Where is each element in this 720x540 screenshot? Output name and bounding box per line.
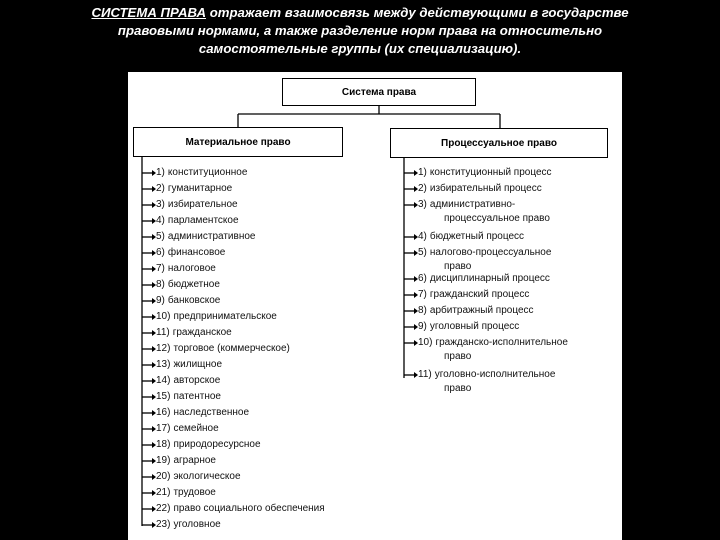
material-law-item [156, 263, 216, 275]
item-number: 8) [418, 305, 427, 316]
material-law-item [156, 503, 325, 515]
procedural-law-item [418, 231, 524, 243]
item-number: 4) [418, 231, 427, 242]
procedural-law-item [418, 273, 550, 285]
item-label: административно- [429, 199, 516, 210]
item-number: 11) [156, 327, 170, 338]
title-line3: самостоятельные группы (их специализацию). [198, 41, 522, 56]
item-number: 5) [156, 231, 165, 242]
item-label: арбитражный процесс [429, 305, 534, 316]
root-box [282, 78, 476, 106]
item-label: экологическое [173, 471, 241, 482]
item-label: уголовный процесс [429, 321, 520, 332]
material-law-item [156, 359, 222, 371]
item-number: 3) [418, 199, 427, 210]
item-label: избирательное [167, 199, 238, 210]
item-number: 14) [156, 375, 171, 386]
item-label: трудовое [173, 487, 216, 498]
item-label: семейное [173, 423, 219, 434]
item-number: 6) [418, 273, 427, 284]
material-law-item [156, 455, 216, 467]
item-label: гражданское [172, 327, 232, 338]
item-label: налогово-процессуальное [429, 247, 552, 258]
item-label: избирательный процесс [429, 183, 542, 194]
item-label: уголовное [173, 519, 221, 530]
material-law-box [133, 127, 343, 157]
procedural-law-item [418, 305, 534, 317]
item-number: 9) [418, 321, 427, 332]
item-label: природоресурсное [173, 439, 261, 450]
item-label: гуманитарное [167, 183, 233, 194]
material-law-item [156, 407, 249, 419]
item-number: 13) [156, 359, 171, 370]
item-number: 9) [156, 295, 165, 306]
title-line1: отражает взаимосвязь между действующими в государстве [206, 5, 629, 20]
material-law-item [156, 295, 220, 307]
procedural-law-box [390, 128, 608, 158]
item-number: 10) [156, 311, 171, 322]
procedural-law-item [418, 247, 551, 259]
item-number: 12) [156, 343, 171, 354]
item-label: административное [167, 231, 256, 242]
item-label: банковское [167, 295, 221, 306]
material-law-label: Материальное право [185, 136, 291, 148]
procedural-law-item [418, 337, 568, 349]
material-law-item [156, 311, 277, 323]
item-number: 7) [418, 289, 427, 300]
item-number: 20) [156, 471, 171, 482]
item-label: налоговое [167, 263, 216, 274]
material-law-item [156, 183, 232, 195]
root-label: Система права [341, 86, 417, 98]
item-label: наследственное [173, 407, 250, 418]
item-number: 5) [418, 247, 427, 258]
item-number: 16) [156, 407, 171, 418]
procedural-law-item [418, 199, 515, 211]
item-label: парламентское [167, 215, 239, 226]
item-number: 21) [156, 487, 171, 498]
item-number: 10) [418, 337, 433, 348]
law-system-diagram [128, 72, 622, 540]
item-number: 23) [156, 519, 171, 530]
material-law-item [156, 327, 232, 339]
item-number: 11) [418, 369, 432, 380]
material-law-item [156, 343, 290, 355]
material-law-item [156, 423, 219, 435]
material-law-item [156, 391, 221, 403]
title-line2: правовыми нормами, а также разделение норм права на относительно [117, 23, 603, 38]
item-number: 2) [156, 183, 165, 194]
material-law-item [156, 439, 261, 451]
item-label: дисциплинарный процесс [429, 273, 550, 284]
procedural-law-item-continuation: процессуальное право [444, 213, 550, 224]
item-number: 6) [156, 247, 165, 258]
item-number: 18) [156, 439, 171, 450]
procedural-law-item-continuation: право [444, 383, 472, 394]
material-law-item [156, 231, 255, 243]
procedural-law-item-continuation: право [444, 261, 472, 272]
item-number: 15) [156, 391, 171, 402]
procedural-law-item [418, 369, 555, 381]
material-law-item [156, 487, 216, 499]
item-label: жилищное [173, 359, 223, 370]
item-label: гражданско-исполнительное [435, 337, 568, 348]
item-number: 3) [156, 199, 165, 210]
item-label: патентное [173, 391, 221, 402]
material-law-item [156, 279, 220, 291]
material-law-item [156, 471, 241, 483]
item-label: финансовое [167, 247, 226, 258]
item-number: 1) [156, 167, 165, 178]
procedural-law-label: Процессуальное право [441, 137, 557, 149]
item-label: бюджетное [167, 279, 220, 290]
slide-title [0, 4, 720, 58]
material-law-item [156, 199, 238, 211]
procedural-law-item [418, 321, 519, 333]
item-number: 19) [156, 455, 171, 466]
item-label: аграрное [173, 455, 216, 466]
item-label: гражданский процесс [429, 289, 530, 300]
item-label: бюджетный процесс [429, 231, 525, 242]
procedural-law-item [418, 183, 542, 195]
item-number: 1) [418, 167, 427, 178]
material-law-item [156, 375, 220, 387]
material-law-item [156, 167, 247, 179]
item-label: уголовно-исполнительное [434, 369, 556, 380]
procedural-law-item [418, 167, 552, 179]
item-number: 7) [156, 263, 165, 274]
procedural-law-item [418, 289, 529, 301]
material-law-item [156, 247, 225, 259]
material-law-item [156, 519, 221, 531]
procedural-law-item-continuation: право [444, 351, 472, 362]
item-number: 22) [156, 503, 171, 514]
item-label: конституционный процесс [429, 167, 552, 178]
item-number: 4) [156, 215, 165, 226]
item-number: 2) [418, 183, 427, 194]
item-label: торговое (коммерческое) [173, 343, 290, 354]
title-highlight: СИСТЕМА ПРАВА [91, 5, 207, 20]
item-number: 17) [156, 423, 171, 434]
item-label: конституционное [167, 167, 248, 178]
item-label: авторское [173, 375, 221, 386]
item-number: 8) [156, 279, 165, 290]
item-label: предпринимательское [173, 311, 277, 322]
material-law-item [156, 215, 239, 227]
item-label: право социального обеспечения [173, 503, 325, 514]
